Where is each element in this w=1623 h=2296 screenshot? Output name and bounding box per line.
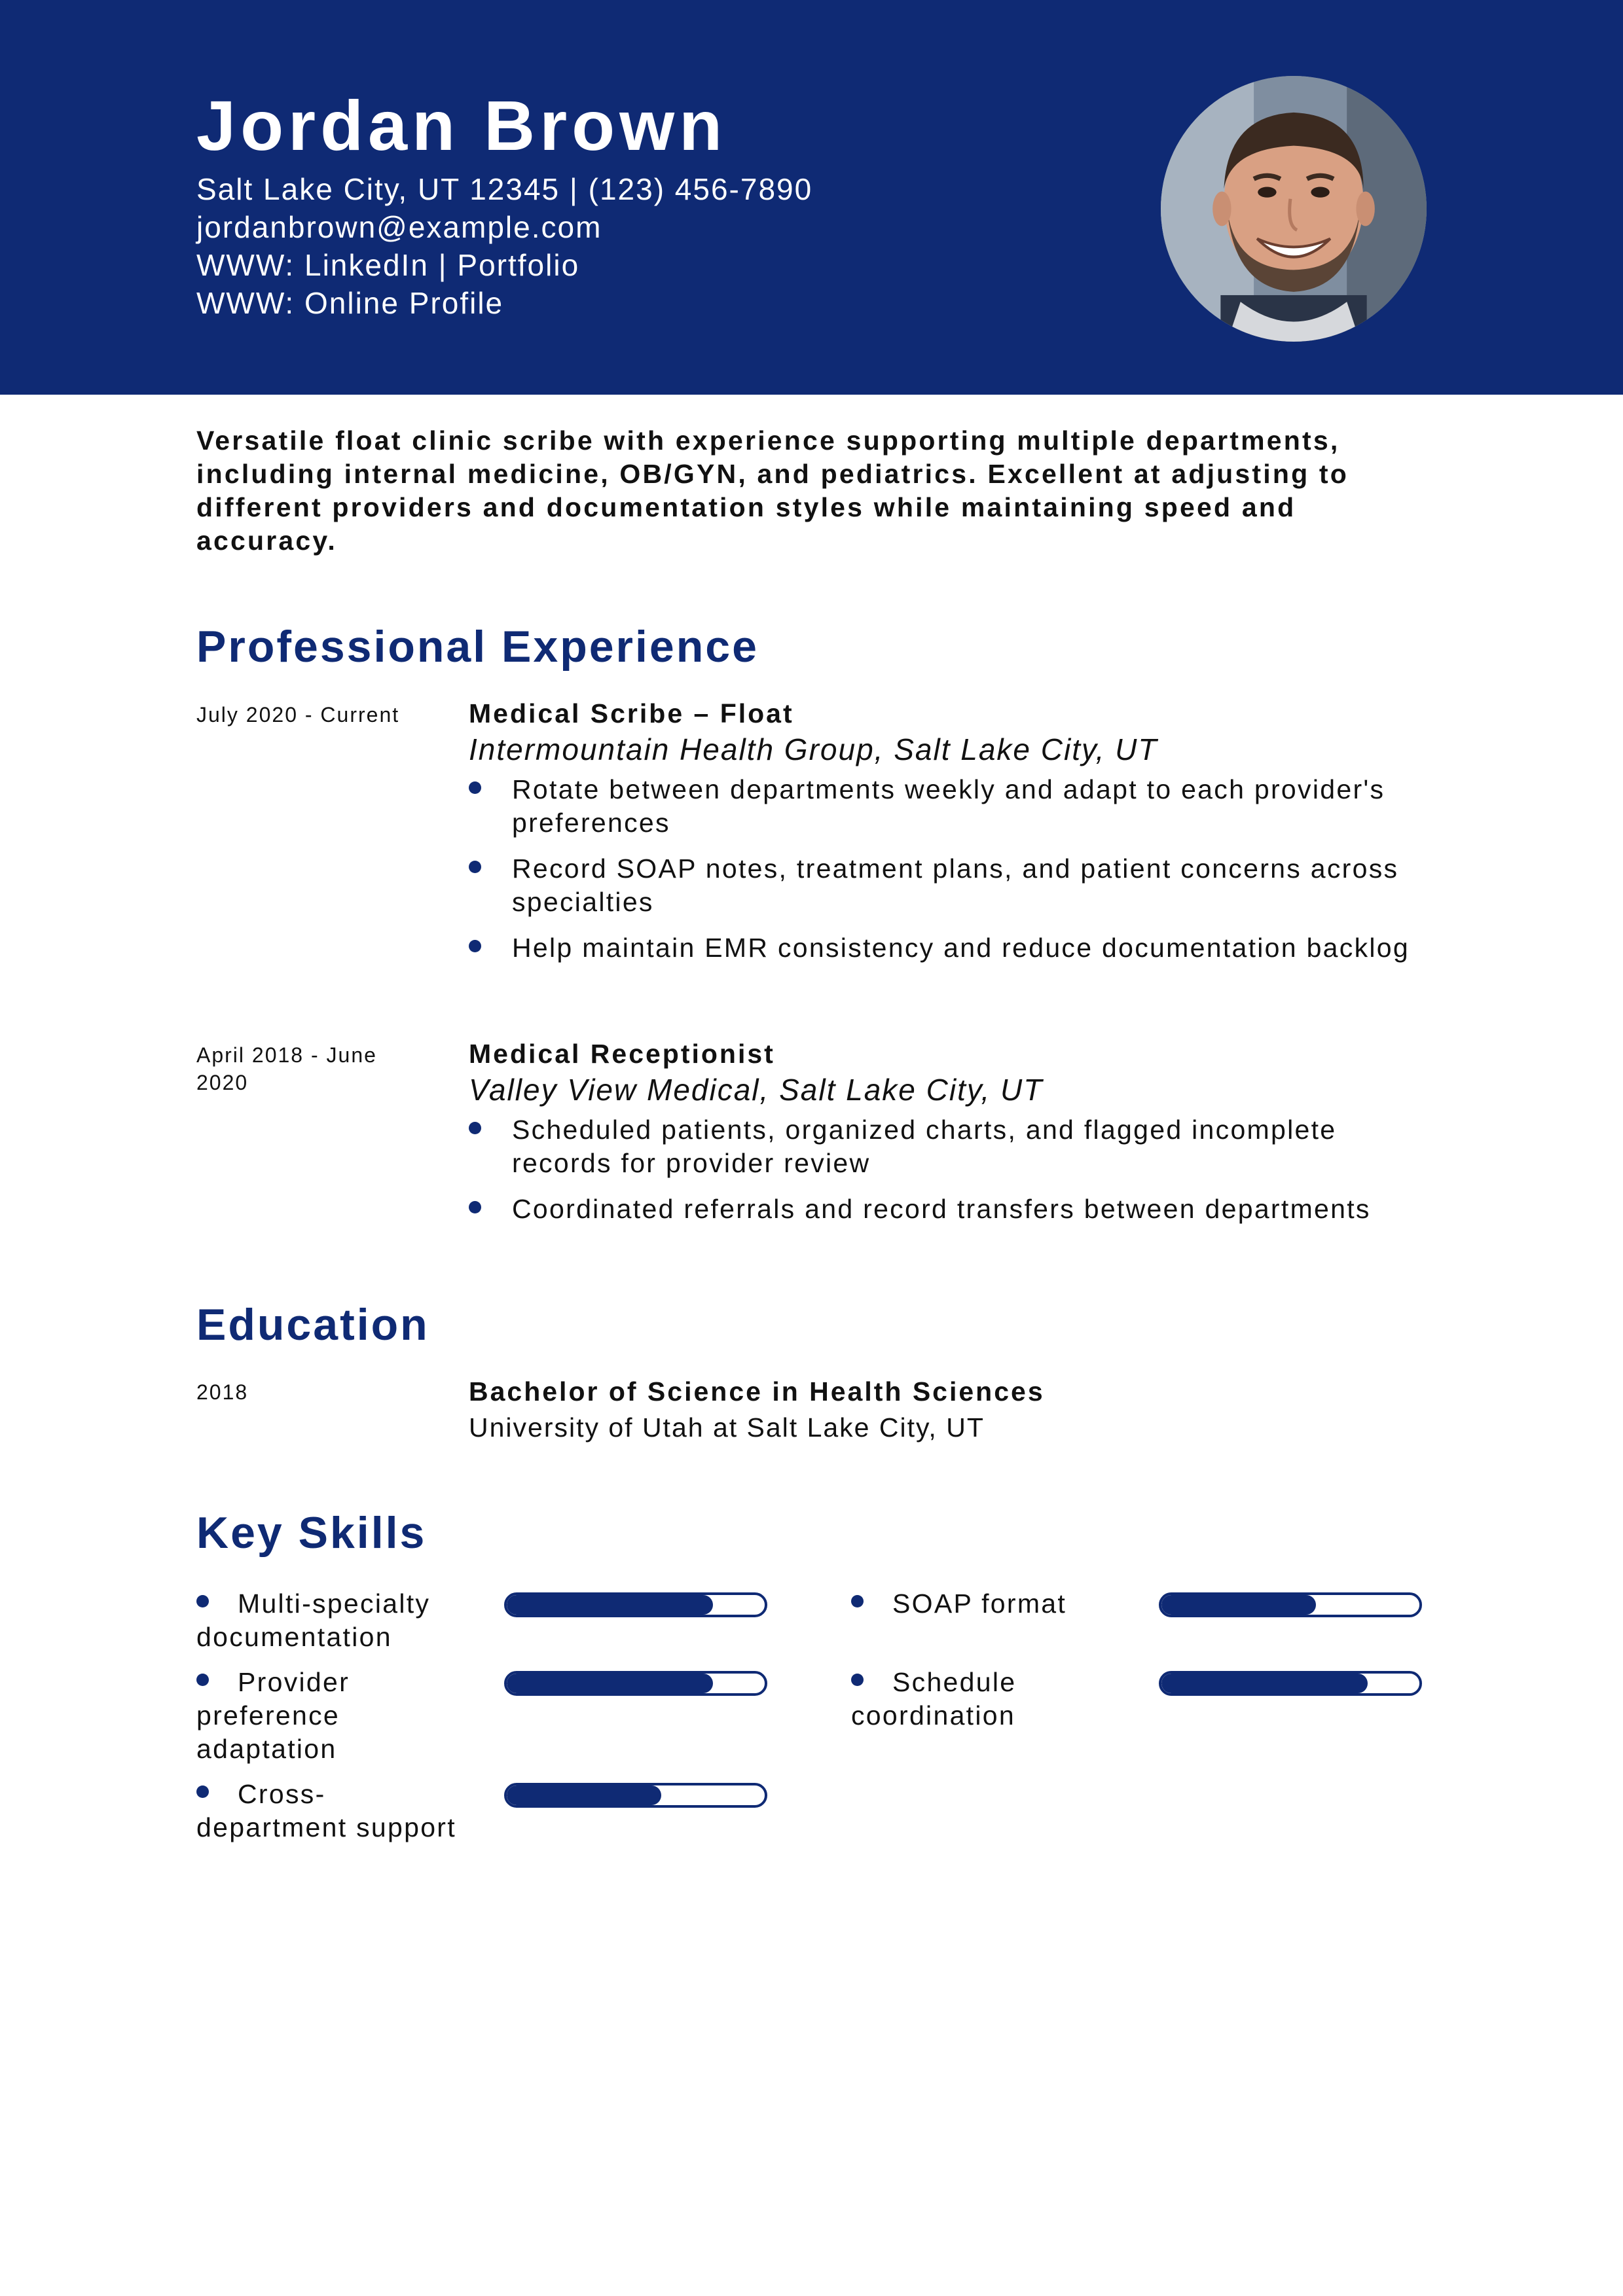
education-date: 2018 — [196, 1380, 249, 1404]
job-2-organization: Valley View Medical, Salt Lake City, UT — [469, 1073, 1044, 1107]
job-1-title: Medical Scribe – Float — [469, 698, 794, 728]
list-item — [469, 1113, 1438, 1180]
skill-label — [196, 1778, 458, 1844]
bullet-icon — [196, 1595, 209, 1607]
contact-email: jordanbrown@example.com — [196, 210, 602, 244]
skill-level-fill — [1161, 1595, 1316, 1615]
bullet-text: Record SOAP notes, treatment plans, and patient concerns across specialties — [512, 853, 1399, 917]
section-title-skills: Key Skills — [196, 1508, 427, 1558]
job-2 — [469, 1037, 1438, 1238]
skill-level-bar — [504, 1592, 767, 1617]
bullet-icon — [196, 1674, 209, 1686]
skill-level-fill — [507, 1785, 661, 1805]
bullet-icon — [469, 1201, 481, 1213]
contact-online-profile: WWW: Online Profile — [196, 286, 504, 320]
skill-label-text: Provider preference adaptation — [196, 1667, 350, 1764]
skill-label-text: SOAP format — [892, 1588, 1067, 1619]
bullet-text: Coordinated referrals and record transfers between departments — [512, 1194, 1371, 1224]
section-title-education: Education — [196, 1300, 429, 1350]
job-1-organization: Intermountain Health Group, Salt Lake City, UT — [469, 732, 1158, 766]
skill-level-bar — [1159, 1592, 1422, 1617]
bullet-icon — [469, 781, 481, 794]
contact-block — [196, 170, 812, 322]
list-item — [469, 1193, 1438, 1226]
job-2-title: Medical Receptionist — [469, 1039, 775, 1069]
list-item — [469, 773, 1438, 840]
skill-label — [851, 1666, 1113, 1732]
skill-level-bar — [504, 1783, 767, 1808]
bullet-icon — [469, 861, 481, 873]
bullet-icon — [196, 1785, 209, 1798]
education-entry — [469, 1375, 1438, 1447]
skill-label-text: Schedule coordination — [851, 1667, 1017, 1731]
skill-label — [196, 1666, 458, 1766]
bullet-icon — [469, 1122, 481, 1134]
bullet-icon — [851, 1595, 864, 1607]
skill-level-fill — [507, 1674, 713, 1693]
skill-level-bar — [504, 1671, 767, 1696]
list-item — [469, 931, 1438, 965]
education-degree: Bachelor of Science in Health Sciences — [469, 1376, 1045, 1407]
profile-photo-illustration — [1161, 76, 1427, 342]
skill-level-fill — [507, 1595, 713, 1615]
skill-label-text: Cross-department support — [196, 1779, 456, 1842]
job-1 — [469, 697, 1438, 977]
candidate-name: Jordan Brown — [196, 86, 727, 165]
profile-photo — [1161, 76, 1427, 342]
contact-links: WWW: LinkedIn | Portfolio — [196, 248, 580, 282]
job-1-bullets — [469, 773, 1438, 965]
skill-label-text: Multi-specialty documentation — [196, 1588, 431, 1652]
bullet-text: Rotate between departments weekly and adapt to each provider's preferences — [512, 774, 1385, 838]
skill-label — [196, 1587, 458, 1654]
bullet-icon — [469, 940, 481, 952]
job-2-date: April 2018 - June 2020 — [196, 1043, 377, 1094]
professional-summary: Versatile float clinic scribe with experience supporting multiple departments, including internal medicine, OB/GYN, and pediatrics. Excellent at adjusting to different providers and documentation styles while maintaining speed and accuracy. — [196, 425, 1349, 556]
job-2-bullets — [469, 1113, 1438, 1226]
contact-address-phone: Salt Lake City, UT 12345 | (123) 456-7890 — [196, 172, 813, 206]
education-school: University of Utah at Salt Lake City, UT — [469, 1412, 985, 1443]
bullet-icon — [851, 1674, 864, 1686]
bullet-text: Scheduled patients, organized charts, and flagged incomplete records for provider review — [512, 1115, 1337, 1178]
skill-level-fill — [1161, 1674, 1368, 1693]
job-1-date: July 2020 - Current — [196, 703, 400, 726]
header-banner — [0, 0, 1623, 395]
bullet-text: Help maintain EMR consistency and reduce documentation backlog — [512, 933, 1410, 963]
skill-level-bar — [1159, 1671, 1422, 1696]
skill-label — [851, 1587, 1113, 1621]
section-title-experience: Professional Experience — [196, 622, 759, 672]
list-item — [469, 852, 1438, 919]
